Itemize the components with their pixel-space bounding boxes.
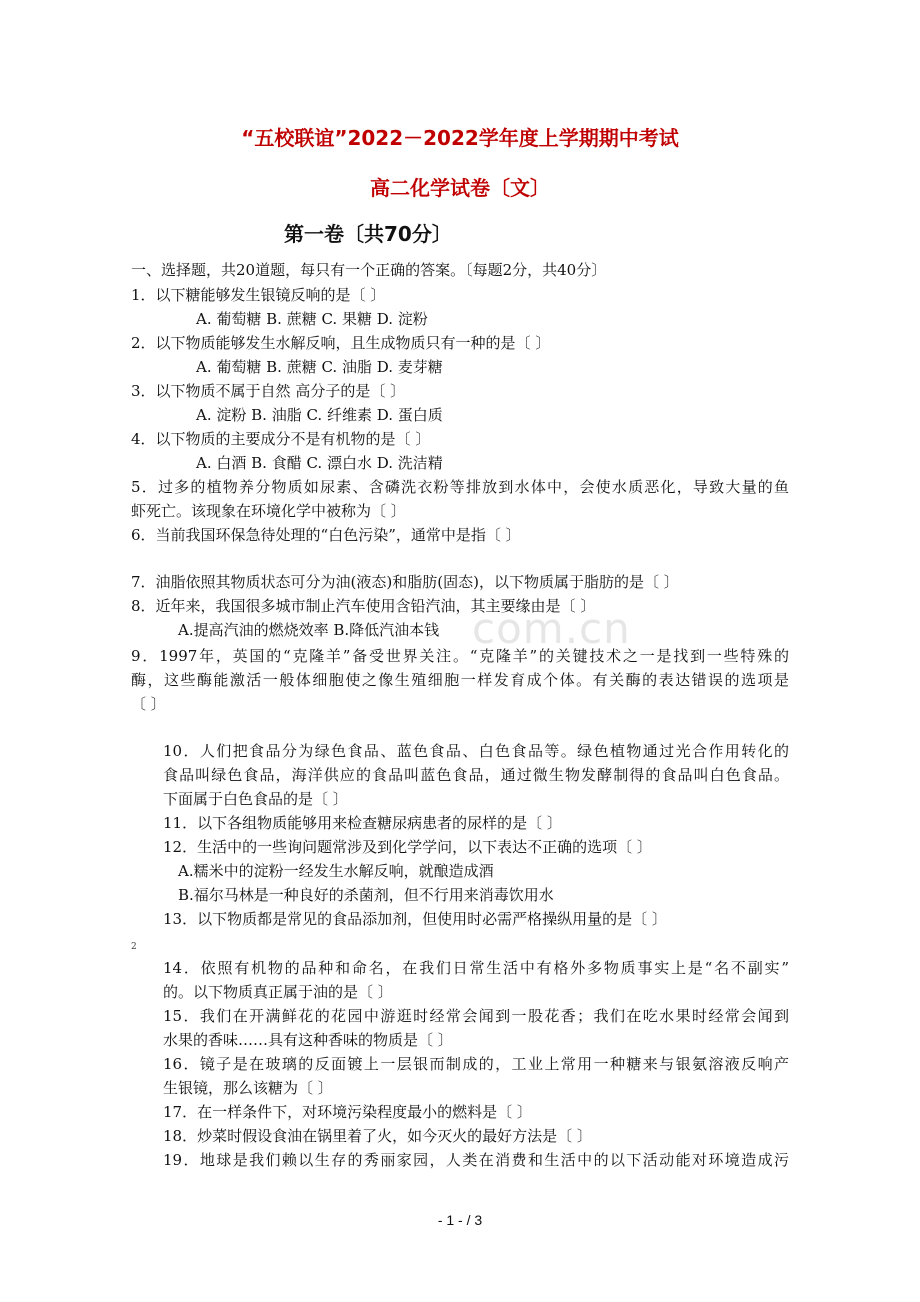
question-16-line-1: 16．镜子是在玻璃的反面镀上一层银而制成的，工业上常用一种糖来与银氨溶液反响产 xyxy=(163,1055,789,1073)
question-6: 6．当前我国环保急待处理的“白色污染”，通常中是指〔 〕 xyxy=(131,526,521,544)
question-10-line-1: 10．人们把食品分为绿色食品、蓝色食品、白色食品等。绿色植物通过光合作用转化的 xyxy=(163,742,789,760)
question-15-line-2: 水果的香味……具有这种香味的物质是〔 〕 xyxy=(163,1031,453,1049)
question-1-options: A. 葡萄糖 B. 蔗糖 C. 果糖 D. 淀粉 xyxy=(196,310,428,328)
question-2-options: A. 葡萄糖 B. 蔗糖 C. 油脂 D. 麦芽糖 xyxy=(196,358,443,376)
question-14-line-1: 14．依照有机物的品种和命名，在我们日常生活中有格外多物质事实上是“名不副实” xyxy=(163,959,789,977)
question-3: 3．以下物质不属于自然 高分子的是〔 〕 xyxy=(131,382,406,400)
question-9-line-2: 酶，这些酶能激活一般体细胞使之像生殖细胞一样发育成个体。有关酶的表达错误的选项是 xyxy=(131,671,789,689)
section-title: 第一卷〔共70分〕 xyxy=(284,222,452,246)
question-17: 17．在一样条件下，对环境污染程度最小的燃料是〔 〕 xyxy=(163,1103,532,1121)
question-10-line-3: 下面属于白色食品的是〔 〕 xyxy=(163,790,348,808)
question-8: 8．近年来，我国很多城市制止汽车使用含铅汽油，其主要缘由是〔 〕 xyxy=(131,597,596,615)
question-7: 7．油脂依照其物质状态可分为油(液态)和脂肪(固态)，以下物质属于脂肪的是〔 〕 xyxy=(131,573,679,591)
question-8-options: A.提高汽油的燃烧效率 B.降低汽油本钱 xyxy=(178,621,440,639)
question-5-line-2: 虾死亡。该现象在环境化学中被称为〔 〕 xyxy=(131,502,406,520)
question-15-line-1: 15．我们在开满鲜花的花园中游逛时经常会闻到一股花香；我们在吃水果时经常会闻到 xyxy=(163,1007,789,1025)
question-1: 1．以下糖能够发生银镜反响的是〔 〕 xyxy=(131,286,386,304)
question-10-line-2: 食品叫绿色食品，海洋供应的食品叫蓝色食品，通过微生物发酵制得的食品叫白色食品。 xyxy=(163,766,789,784)
exam-title: “五校联谊”2022－2022学年度上学期期中考试 xyxy=(241,126,679,150)
question-16-line-2: 生银镜，那么该糖为〔 〕 xyxy=(163,1079,333,1097)
page-number: - 1 - / 3 xyxy=(437,1212,483,1228)
question-9-line-1: 9．1997年，英国的“克隆羊”备受世界关注。“克隆羊”的关键技术之一是找到一些特殊的 xyxy=(131,647,789,665)
question-18: 18．炒菜时假设食油在锅里着了火，如今灭火的最好方法是〔 〕 xyxy=(163,1127,592,1145)
small-mark: 2 xyxy=(131,942,137,952)
question-9-line-3: 〔 〕 xyxy=(131,695,166,713)
question-4-options: A. 白酒 B. 食醋 C. 漂白水 D. 洗洁精 xyxy=(196,454,443,472)
question-2: 2．以下物质能够发生水解反响，且生成物质只有一种的是〔 〕 xyxy=(131,334,551,352)
paper-subtitle: 高二化学试卷〔文〕 xyxy=(370,176,550,200)
question-14-line-2: 的。以下物质真正属于油的是〔 〕 xyxy=(163,983,393,1001)
question-13: 13．以下物质都是常见的食品添加剂，但使用时必需严格操纵用量的是〔 〕 xyxy=(163,910,667,928)
question-19: 19．地球是我们赖以生存的秀丽家园，人类在消费和生活中的以下活动能对环境造成污 xyxy=(163,1151,789,1169)
question-3-options: A. 淀粉 B. 油脂 C. 纤维素 D. 蛋白质 xyxy=(196,406,443,424)
question-12-option-b: B.福尔马林是一种良好的杀菌剂，但不行用来消毒饮用水 xyxy=(178,886,554,904)
instructions: 一、选择题，共20道题，每只有一个正确的答案。〔每题2分，共40分〕 xyxy=(131,261,607,279)
question-4: 4．以下物质的主要成分不是有机物的是〔 〕 xyxy=(131,430,431,448)
question-12: 12．生活中的一些询问题常涉及到化学学问，以下表达不正确的选项〔 〕 xyxy=(163,838,652,856)
question-11: 11．以下各组物质能够用来检查糖尿病患者的尿样的是〔 〕 xyxy=(163,814,562,832)
watermark: com.cn xyxy=(472,604,631,653)
question-12-option-a: A.糯米中的淀粉一经发生水解反响，就酿造成酒 xyxy=(178,862,494,880)
question-5-line-1: 5．过多的植物养分物质如尿素、含磷洗衣粉等排放到水体中，会使水质恶化，导致大量的鱼 xyxy=(131,478,789,496)
